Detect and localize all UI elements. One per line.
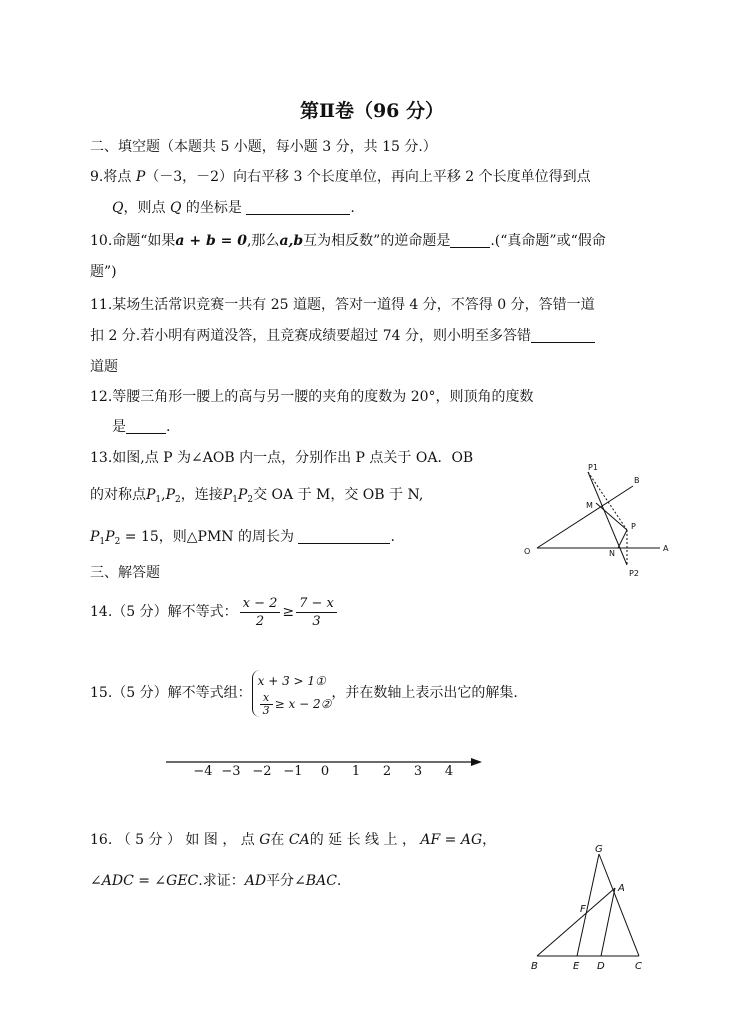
segment-pn [618,530,627,548]
q16-equation: AF = AG [420,832,483,848]
nl-label: 2 [382,764,392,779]
segment-gc [599,854,639,956]
q9-text: 9.将点 [90,169,136,185]
question-10-line-2: 题”) [90,264,117,280]
q15-text: 15.（5 分）解不等式组： [90,685,252,701]
q15-inequality-system [252,670,332,717]
question-11-line-1: 11.某场生活常识竞赛一共有 25 道题，答对一道得 4 分，不答得 0 分，答错一道 [90,297,595,313]
fig16-label-d: D [597,961,605,972]
question-12-line-2 [112,417,170,437]
nl-label: 0 [320,764,330,779]
q10-text: 10.命题“如果 [90,233,176,249]
question-9-line-2 [112,198,355,218]
question-16-line-2: ∠ADC = ∠GEC.求证：AD平分∠BAC. [90,873,342,889]
q13-answer-blank[interactable] [298,529,390,544]
fig16-label-g: G [595,844,603,855]
q13-period: . [390,529,395,545]
fig13-label-p: P [631,522,636,531]
question-10-line-1 [90,231,606,251]
question-12-line-1: 12.等腰三角形一腰上的高与另一腰的夹角的度数为 20°，则顶角的度数 [90,389,534,405]
number-line-arrow [471,758,482,766]
nl-label: −1 [283,764,303,779]
q12-answer-blank[interactable] [126,419,166,434]
q9-answer-blank[interactable] [246,200,350,215]
figure-16-triangle-diagram [525,840,660,975]
q13-text-3: 交 OA 于 M，交 OB 于 N, [253,487,424,503]
q14-text: 14.（5 分）解不等式： [90,604,238,620]
fig16-label-c: C [635,961,642,972]
fig16-label-e: E [573,961,580,972]
nl-label: −3 [221,764,241,779]
question-11-line-2 [90,326,595,346]
q10-answer-blank[interactable] [450,233,490,248]
q9-point-p: P [135,169,146,185]
section-heading-fill-in: 二、填空题（本题共 5 小题，每小题 3 分，共 15 分.） [90,139,437,155]
q9-point-q: Q [112,200,124,216]
question-9-line-1 [90,167,591,187]
q15-eq2: $\frac{x}{3}$ ≥ x − 2② [258,692,332,717]
q12-period: . [166,419,171,435]
q13-text-2: ，连接 [180,487,223,503]
q14-rhs-fraction: $\frac{7 - x}{3}$ [296,595,337,630]
q10-text-4: .(“真命题”或“假命 [490,233,606,249]
q11-text: 扣 2 分.若小明有两道没答，且竞赛成绩要超过 74 分，则小明至多答错 [90,328,531,344]
q10-math: a + b = 0 [175,233,247,249]
q9-text-2: （－3，－2）向右平移 3 个长度单位，再向上平移 2 个长度单位得到点 [145,169,591,185]
q9-point-q-2: Q [169,200,182,216]
segment-mp [596,503,627,530]
fig13-label-p2: P2 [629,569,639,578]
page-title: 第Ⅱ卷（96 分） [299,100,445,122]
q16-text: 16. （ 5 分 ） 如 图 ， 点 [90,832,260,848]
q10-text-3: 互为相反数”的逆命题是 [303,233,451,249]
question-16-line-1: 16. （ 5 分 ） 如 图 ， 点 G在 CA的 延 长 线 上 ， AF = AG， [90,832,497,848]
fig13-label-a: A [663,544,669,553]
nl-label: 1 [351,764,361,779]
fig16-label-f: F [580,904,586,915]
fig16-label-b: B [531,961,538,972]
q12-text: 是 [112,419,126,435]
q14-lhs-fraction: $\frac{x - 2}{2}$ [240,595,281,630]
question-13-line-2: 的对称点$P_1,P_2$，连接$P_1P_2$交 OA 于 M，交 OB 于 N, [90,487,424,505]
q13-text-4: = 15，则△PMN 的周长为 [120,529,299,545]
fig16-label-a: A [618,883,625,894]
question-13-line-3: $P_1P_2 = 15$，则△PMN 的周长为 . [90,529,395,547]
q15-eq1: x + 3 > 1① [257,673,326,688]
ray-ob [537,486,633,548]
nl-label: −2 [252,764,272,779]
fig13-label-n: N [609,549,615,558]
fig13-label-m: M [586,501,593,510]
q9-text-3: ，则点 [123,200,170,216]
q13-text: 的对称点 [90,487,146,503]
q10-math-ab: a,b [279,233,304,249]
question-13-line-1: 13.如图,点 P 为∠AOB 内一点，分别作出 P 点关于 OA．OB [90,450,474,466]
segment-p1p2 [588,472,627,565]
q9-period: . [350,200,355,216]
q15-text-2: ，并在数轴上表示出它的解集. [331,685,518,701]
nl-label: −4 [193,764,213,779]
q10-text-2: ,那么 [246,233,280,249]
nl-label: 4 [444,764,454,779]
q16-angles: ∠ADC = ∠GEC [90,873,199,889]
question-15 [90,668,518,718]
fig13-label-b: B [634,476,640,485]
q14-relation: ≥ [282,604,295,620]
figure-13-angle-diagram [515,458,690,583]
q9-text-4: 的坐标是 [181,200,247,216]
question-14 [90,592,339,632]
fig13-label-o: O [524,547,531,556]
question-11-line-3: 道题 [90,359,118,375]
fig13-label-p1: P1 [588,463,598,472]
dashed-p1p [588,472,627,530]
q11-answer-blank[interactable] [531,328,595,343]
section-heading-solutions: 三、解答题 [90,565,160,581]
nl-label: 3 [413,764,423,779]
